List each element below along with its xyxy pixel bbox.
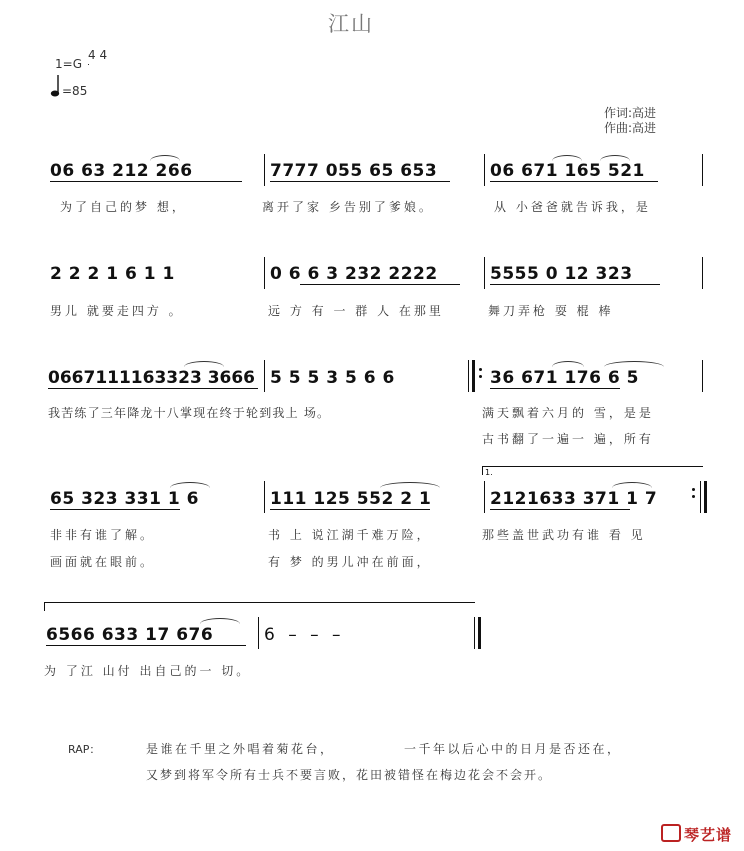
slur — [150, 155, 180, 161]
barline — [264, 154, 265, 186]
row5-measure1-notes: 6566 633 17 676 — [46, 625, 214, 645]
watermark-text: 琴艺谱 — [683, 826, 732, 844]
time-signature-bottom: 4 — [99, 48, 108, 62]
row1-measure3-notes: 06 671 165 521 — [490, 161, 645, 181]
lyric-line: 古书翻了一遍一 遍，所有 — [482, 432, 654, 446]
logo-icon — [661, 824, 681, 842]
barline — [702, 257, 703, 289]
beam-underline — [46, 645, 246, 646]
barline — [484, 481, 485, 513]
beam-underline — [490, 181, 658, 182]
lyric-line: 我苦练了三年降龙十八掌现在终于轮到我上 场。 — [48, 406, 331, 420]
final-barline — [474, 617, 475, 649]
slur — [552, 361, 584, 367]
lyric-line: 远 方 有 一 群 人 在那里 — [268, 304, 444, 318]
final-barline — [478, 617, 481, 649]
quarter-note-icon — [50, 74, 60, 98]
song-title: 江山 — [328, 12, 374, 36]
row2-measure2-notes: 0 6 6 3 232 2222 — [270, 264, 438, 284]
beam-underline — [300, 284, 460, 285]
lyric-line: 离开了家 乡告别了爹娘。 — [262, 200, 434, 214]
credits — [604, 106, 656, 136]
repeat-dots — [692, 484, 696, 502]
lyric-line: 男儿 就要走四方 。 — [50, 304, 184, 318]
lyric-line: 画面就在眼前。 — [50, 555, 156, 569]
row4-measure3-notes: 2121633 371 1 7 — [490, 489, 658, 509]
row3-measure2-notes: 5 5 5 3 5 6 6 — [270, 368, 395, 388]
row1-measure2-notes: 7777 055 65 653 — [270, 161, 438, 181]
composer-credit: 作曲:高进 — [604, 121, 657, 135]
barline — [702, 154, 703, 186]
rap-line: 是谁在千里之外唱着菊花台， — [146, 742, 335, 756]
barline — [702, 360, 703, 392]
first-ending-label: 1. — [485, 468, 493, 477]
slur — [552, 155, 582, 161]
lyricist-credit: 作词:高进 — [604, 106, 657, 120]
lyric-line: 为 了江 山付 出自己的一 切。 — [44, 664, 252, 678]
lyric-line: 舞刀弄枪 耍 棍 棒 — [488, 304, 614, 318]
rap-label: RAP： — [68, 743, 101, 756]
row3-measure3-notes: 36 671 176 6 5 — [490, 368, 639, 388]
slur — [600, 155, 630, 161]
repeat-barline — [468, 360, 469, 392]
repeat-barline — [704, 481, 707, 513]
row4-measure1-notes: 65 323 331 1 6 — [50, 489, 199, 509]
repeat-dots — [479, 364, 483, 382]
slur — [184, 361, 224, 367]
lyric-line: 为了自己的梦 想， — [60, 200, 187, 214]
beam-underline — [48, 388, 258, 389]
beam-underline — [270, 181, 450, 182]
beam-underline — [490, 388, 620, 389]
rap-line: 又梦到将军令所有士兵不要言败，花田被错怪在梅边花会不会开。 — [146, 768, 553, 782]
key-signature: 1=G — [55, 57, 82, 71]
repeat-barline — [700, 481, 701, 513]
barline — [264, 481, 265, 513]
row1-measure1-notes: 06 63 212 266 — [50, 161, 193, 181]
row4-measure2-notes: 111 125 552 2 1 — [270, 489, 432, 509]
repeat-barline — [472, 360, 475, 392]
rap-line: 一千年以后心中的日月是否还在， — [404, 742, 622, 756]
barline — [264, 257, 265, 289]
lyric-line: 有 梦 的男儿冲在前面， — [268, 555, 432, 569]
beam-underline — [270, 509, 430, 510]
beam-underline — [50, 181, 242, 182]
row3-measure1-notes: 0667111163323 3666 — [48, 368, 256, 388]
lyric-line: 从 小爸爸就告诉我，是 — [494, 200, 651, 214]
beam-underline — [490, 509, 630, 510]
slur — [380, 482, 440, 488]
time-signature-top: 4 — [88, 48, 96, 62]
tempo-marking: =85 — [62, 84, 88, 98]
barline — [484, 257, 485, 289]
barline — [484, 154, 485, 186]
slur — [200, 618, 240, 624]
second-ending-bracket — [44, 602, 475, 611]
barline — [258, 617, 259, 649]
lyric-line: 满天飘着六月的 雪，是是 — [482, 406, 654, 420]
row2-measure3-notes: 5555 0 12 323 — [490, 264, 633, 284]
lyric-line: 非非有谁了解。 — [50, 528, 156, 542]
beam-underline — [50, 509, 180, 510]
slur — [612, 482, 652, 488]
first-ending-bracket — [482, 466, 703, 475]
row5-measure2-notes: 6 – – – — [264, 625, 345, 645]
row2-measure1-notes: 2 2 2 1 6 1 1 — [50, 264, 175, 284]
beam-underline — [490, 284, 660, 285]
time-signature — [88, 48, 108, 63]
slur — [604, 361, 664, 367]
barline — [264, 360, 265, 392]
slur — [170, 482, 210, 488]
lyric-line: 那些盖世武功有谁 看 见 — [482, 528, 646, 542]
lyric-line: 书 上 说江湖千难万险， — [268, 528, 432, 542]
watermark-logo — [661, 824, 732, 845]
